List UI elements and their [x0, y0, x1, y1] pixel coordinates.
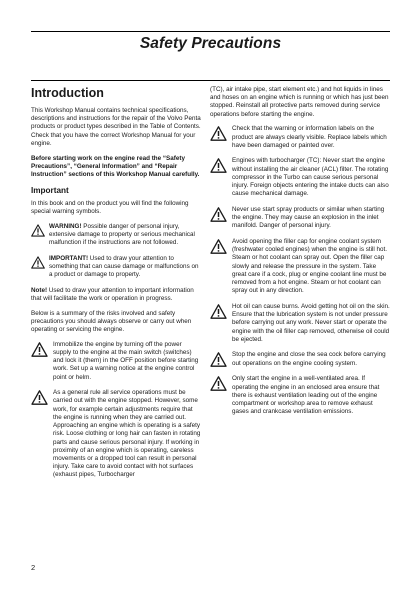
warning-definition	[31, 223, 201, 248]
safety-item	[210, 125, 390, 150]
warning-label: WARNING!	[49, 222, 82, 230]
safety-item	[210, 303, 390, 344]
title-rule	[31, 80, 390, 81]
summary-paragraph: Below is a summary of the risks involved and safety precautions you should always observe or carry out when operating or servicing the engine.	[31, 309, 192, 334]
warning-definition-text	[49, 223, 201, 248]
safety-item-text: Avoid opening the filler cap for engine coolant system (freshwater cooled engines) when the engine is still hot. Steam or hot coolant can spray out. Open the filler cap slowly and release the pressure in the system. Take great care if a cock, plug or engine coolant line must be removed from a hot engine. Steam or hot coolant can spray out in any direction.	[232, 238, 388, 295]
safety-item-text: Hot oil can cause burns. Avoid getting hot oil on the skin. Ensure that the lubrication system is not under pressure before carrying out any work. Never start or operate the engine with the oil filler cap removed, otherwise oil could be ejected.	[232, 302, 390, 343]
introduction-heading: Introduction	[31, 86, 104, 100]
safety-item	[210, 157, 390, 198]
warning-triangle-icon	[210, 207, 227, 222]
important-definition-text	[49, 255, 201, 280]
right-column	[210, 86, 390, 424]
warning-triangle-icon	[210, 239, 227, 254]
safety-item-text: Only start the engine in a well-ventilated area. If operating the engine in an enclosed area ensure that there is exhaust ventilation leading out of the engine compartment or workshop area to remove exhaust gases and crankcase ventilation emissions.	[232, 375, 380, 416]
safety-item	[31, 341, 201, 382]
left-column	[31, 86, 201, 487]
important-description: Used to draw your attention to something that can cause damage or malfunctions on a product or damage to property.	[49, 254, 199, 279]
safety-item	[210, 351, 390, 367]
safety-item-text: Check that the warning or information labels on the product are always clearly visible. Replace labels which have been damaged or painted over.	[232, 125, 387, 149]
intro-paragraph: This Workshop Manual contains technical specifications, descriptions and instructions for the repair of the Volvo Penta products or product types described in the Table of Contents. Check that you have the correct Workshop Manual for your engine.	[31, 107, 201, 147]
important-heading: Important	[31, 185, 69, 195]
page-number: 2	[31, 563, 36, 572]
important-label: IMPORTANT!	[49, 254, 89, 262]
warning-description: Possible danger of personal injury, extensive damage to property or serious mechanical malfunction if the instructions are not followed.	[49, 222, 195, 246]
warning-triangle-icon	[210, 352, 227, 367]
note-definition	[31, 287, 201, 303]
warning-triangle-icon	[210, 126, 227, 141]
note-description: Used to draw your attention to important information that will facilitate the work or operation in progress.	[31, 286, 194, 302]
continued-paragraph: (TC), air intake pipe, start element etc.) and hot liquids in lines and hoses on an engine which is running or which has just been stopped. Reinstall all protective parts removed during service operations before starting the engine.	[210, 86, 389, 118]
safety-item	[210, 375, 390, 416]
safety-item	[210, 206, 390, 231]
important-definition	[31, 255, 201, 280]
symbols-paragraph: In this book and on the product you will find the following special warning symbols.	[31, 199, 189, 215]
warning-triangle-icon	[210, 158, 227, 173]
warning-triangle-icon	[210, 304, 227, 319]
page-title: Safety Precautions	[139, 35, 282, 52]
warning-triangle-icon	[31, 390, 48, 405]
warning-triangle-icon	[31, 256, 45, 269]
safety-item-text: Stop the engine and close the sea cock before carrying out operations on the engine cooling system.	[232, 351, 386, 367]
warning-triangle-icon	[31, 224, 45, 237]
safety-item-text: Never use start spray products or similar when starting the engine. They may cause an explosion in the inlet manifold. Danger of personal injury.	[232, 205, 385, 230]
safety-item	[31, 389, 201, 479]
safety-item-text: Engines with turbocharger (TC): Never start the engine without installing the air cleaner (ACL) filter. The rotating compressor in the Turbo can cause serious personal injury. Foreign objects entering the intake ducts can also cause mechanical damage.	[232, 157, 389, 198]
top-rule	[31, 31, 390, 32]
safety-item-text: As a general rule all service operations must be carried out with the engine stopped. However, some work, for example certain adjustments require that the engine is running when they are carried out. Approaching an engine which is operating is a safety risk. Loose clothing or long hair can fasten in rotating parts and cause serious personal injury. If working in proximity of an engine which is operating, careless movements or a dropped tool can result in personal injury. Take care to avoid contact with hot surfaces (exhaust pipes, Turbocharger	[53, 389, 201, 479]
warning-triangle-icon	[210, 376, 227, 391]
read-first-paragraph	[31, 155, 201, 180]
note-label: Note!	[31, 286, 48, 294]
read-first-text: Before starting work on the engine read the “Safety Precautions”, “General Information” and “Repair Instruction” sections of this Workshop Manual carefully.	[31, 154, 200, 178]
safety-item	[210, 238, 390, 295]
safety-item-text: Immobilize the engine by turning off the power supply to the engine at the main switch (switches) and lock it (them) in the OFF position before starting work. Set up a warning notice at the engine control point or helm.	[53, 340, 199, 381]
warning-triangle-icon	[31, 342, 48, 357]
